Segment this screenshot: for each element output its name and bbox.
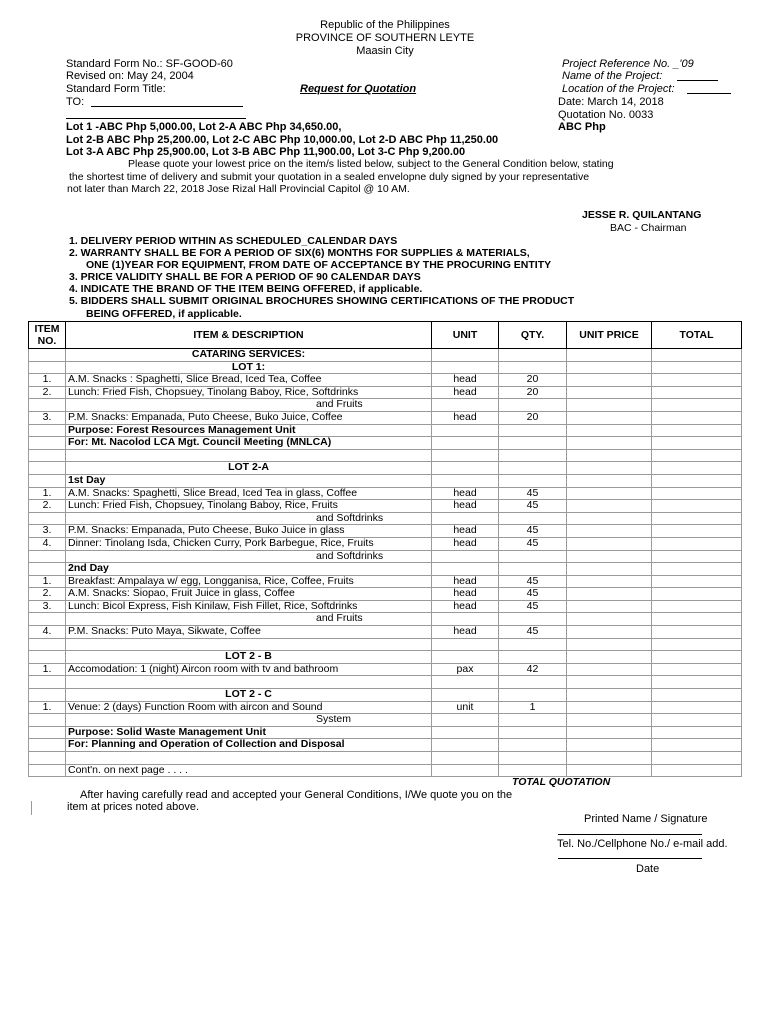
date: Date: March 14, 2018: [558, 96, 664, 108]
total-cell: [652, 361, 742, 374]
item-desc-cell: Breakfast: Ampalaya w/ egg, Longganisa, Rice, Coffee, Fruits: [66, 575, 432, 588]
unit-cell: [432, 726, 499, 739]
unit-price-cell: [567, 739, 652, 752]
qty-cell: [499, 726, 567, 739]
item-no-cell: [29, 462, 66, 475]
total-cell: [652, 575, 742, 588]
qty-cell: 20: [499, 374, 567, 387]
quotation-table: [28, 321, 742, 777]
item-desc-cell: LOT 2 - B: [66, 651, 432, 664]
item-desc-cell: A.M. Snacks : Spaghetti, Slice Bread, Iced Tea, Coffee: [66, 374, 432, 387]
unit-price-cell: [567, 626, 652, 639]
table-row: [29, 563, 742, 576]
qty-cell: [499, 676, 567, 689]
project-reference: Project Reference No. _'09: [562, 58, 694, 70]
total-cell: [652, 689, 742, 702]
project-location-label: Location of the Project:: [562, 83, 675, 95]
intro-line-1: Please quote your lowest price on the item/s listed below, subject to the General Condition below, stating: [128, 158, 614, 170]
unit-price-cell: [567, 386, 652, 399]
unit-cell: [432, 739, 499, 752]
unit-cell: [432, 563, 499, 576]
item-desc-cell: [66, 752, 432, 765]
table-row: [29, 701, 742, 714]
table-row: [29, 500, 742, 513]
item-no-cell: [29, 399, 66, 412]
table-row: [29, 437, 742, 450]
unit-price-cell: [567, 563, 652, 576]
standard-form-title: Standard Form Title:: [66, 83, 166, 95]
item-desc-cell: Lunch: Bicol Express, Fish Kinilaw, Fish Fillet, Rice, Softdrinks: [66, 600, 432, 613]
table-row: [29, 651, 742, 664]
document-title: Request for Quotation: [300, 83, 417, 95]
unit-price-cell: [567, 714, 652, 727]
unit-cell: head: [432, 537, 499, 550]
item-no-cell: [29, 739, 66, 752]
lots-line-1: Lot 1 -ABC Php 5,000.00, Lot 2-A ABC Php 34,650.00,: [66, 121, 342, 133]
unit-cell: [432, 462, 499, 475]
qty-cell: 45: [499, 487, 567, 500]
total-cell: [652, 487, 742, 500]
item-no-cell: [29, 613, 66, 626]
item-desc-cell: Purpose: Solid Waste Management Unit: [66, 726, 432, 739]
total-cell: [652, 663, 742, 676]
qty-cell: 45: [499, 588, 567, 601]
condition-3: 3. PRICE VALIDITY SHALL BE FOR A PERIOD OF 90 CALENDAR DAYS: [69, 271, 421, 283]
table-row: [29, 512, 742, 525]
condition-1: 1. DELIVERY PERIOD WITHIN AS SCHEDULED_CALENDAR DAYS: [69, 235, 398, 247]
total-cell: [652, 739, 742, 752]
table-row: [29, 374, 742, 387]
printed-name-label: Printed Name / Signature: [584, 813, 708, 825]
unit-cell: [432, 689, 499, 702]
qty-cell: [499, 752, 567, 765]
unit-cell: unit: [432, 701, 499, 714]
republic-header: Republic of the Philippines: [320, 19, 450, 31]
qty-cell: 45: [499, 525, 567, 538]
total-cell: [652, 525, 742, 538]
item-desc-cell: Dinner: Tinolang Isda, Chicken Curry, Pork Barbegue, Rice, Fruits: [66, 537, 432, 550]
intro-line-3: not later than March 22, 2018 Jose Rizal Hall Provincial Capitol @ 10 AM.: [67, 183, 410, 195]
table-row: [29, 588, 742, 601]
item-desc-cell: P.M. Snacks: Empanada, Puto Cheese, Buko Juice, Coffee: [66, 411, 432, 424]
unit-price-cell: [567, 525, 652, 538]
unit-price-cell: [567, 424, 652, 437]
qty-cell: [499, 349, 567, 362]
qty-cell: [499, 399, 567, 412]
qty-cell: 1: [499, 701, 567, 714]
qty-cell: [499, 563, 567, 576]
table-row: [29, 689, 742, 702]
qty-cell: [499, 512, 567, 525]
item-no-cell: [29, 424, 66, 437]
qty-cell: 45: [499, 500, 567, 513]
total-cell: [652, 626, 742, 639]
table-row: [29, 752, 742, 765]
total-cell: [652, 714, 742, 727]
header-unit: UNIT: [432, 322, 499, 349]
unit-price-cell: [567, 638, 652, 651]
item-no-cell: [29, 689, 66, 702]
item-no-cell: 2.: [29, 588, 66, 601]
item-desc-cell: and Softdrinks: [66, 550, 432, 563]
qty-cell: 45: [499, 537, 567, 550]
item-no-cell: 1.: [29, 374, 66, 387]
qty-cell: [499, 714, 567, 727]
unit-cell: [432, 399, 499, 412]
unit-cell: [432, 349, 499, 362]
total-cell: [652, 512, 742, 525]
qty-cell: [499, 689, 567, 702]
item-no-cell: 1.: [29, 575, 66, 588]
total-cell: [652, 424, 742, 437]
table-header-row: [29, 322, 742, 349]
unit-price-cell: [567, 588, 652, 601]
unit-cell: [432, 424, 499, 437]
item-desc-cell: P.M. Snacks: Empanada, Puto Cheese, Buko Juice in glass: [66, 525, 432, 538]
total-cell: [652, 449, 742, 462]
qty-cell: 20: [499, 386, 567, 399]
total-cell: [652, 386, 742, 399]
item-no-cell: 4.: [29, 537, 66, 550]
item-desc-cell: Lunch: Fried Fish, Chopsuey, Tinolang Baboy, Rice, Fruits: [66, 500, 432, 513]
item-no-cell: [29, 361, 66, 374]
item-no-cell: [29, 752, 66, 765]
project-name-blank: [677, 80, 718, 81]
qty-cell: 20: [499, 411, 567, 424]
unit-cell: head: [432, 626, 499, 639]
table-row: [29, 739, 742, 752]
table-row: [29, 726, 742, 739]
table-row: [29, 626, 742, 639]
unit-cell: pax: [432, 663, 499, 676]
total-cell: [652, 374, 742, 387]
qty-cell: [499, 424, 567, 437]
item-desc-cell: P.M. Snacks: Puto Maya, Sikwate, Coffee: [66, 626, 432, 639]
item-desc-cell: [66, 638, 432, 651]
item-desc-cell: CATARING SERVICES:: [66, 349, 432, 362]
unit-price-cell: [567, 437, 652, 450]
table-row: [29, 764, 742, 777]
unit-price-cell: [567, 537, 652, 550]
table-row: [29, 525, 742, 538]
condition-2-cont: ONE (1)YEAR FOR EQUIPMENT, FROM DATE OF ACCEPTANCE BY THE PROCURING ENTITY: [86, 259, 552, 271]
header-total: TOTAL: [652, 322, 742, 349]
item-desc-cell: Purpose: Forest Resources Management Unit: [66, 424, 432, 437]
item-no-cell: [29, 437, 66, 450]
margin-mark: [31, 801, 32, 815]
total-cell: [652, 411, 742, 424]
header-unit-price: UNIT PRICE: [567, 322, 652, 349]
total-cell: [652, 600, 742, 613]
condition-4: 4. INDICATE THE BRAND OF THE ITEM BEING OFFERED, if applicable.: [69, 283, 423, 295]
item-desc-cell: Cont'n. on next page . . . .: [66, 764, 432, 777]
total-cell: [652, 764, 742, 777]
unit-price-cell: [567, 663, 652, 676]
total-cell: [652, 701, 742, 714]
item-desc-cell: 2nd Day: [66, 563, 432, 576]
qty-cell: [499, 462, 567, 475]
total-cell: [652, 349, 742, 362]
item-desc-cell: Lunch: Fried Fish, Chopsuey, Tinolang Baboy, Rice, Softdrinks: [66, 386, 432, 399]
item-no-cell: [29, 563, 66, 576]
qty-cell: 45: [499, 600, 567, 613]
header-item-desc: ITEM & DESCRIPTION: [66, 322, 432, 349]
contact-label: Tel. No./Cellphone No./ e-mail add.: [557, 838, 728, 850]
total-cell: [652, 399, 742, 412]
item-desc-cell: Venue: 2 (days) Function Room with aircon and Sound: [66, 701, 432, 714]
abc-php: ABC Php: [558, 121, 606, 133]
unit-price-cell: [567, 676, 652, 689]
total-cell: [652, 563, 742, 576]
item-no-cell: 1.: [29, 701, 66, 714]
qty-cell: [499, 739, 567, 752]
table-row: [29, 676, 742, 689]
item-no-cell: 4.: [29, 626, 66, 639]
item-no-cell: [29, 714, 66, 727]
item-desc-cell: Accomodation: 1 (night) Aircon room with tv and bathroom: [66, 663, 432, 676]
qty-cell: 45: [499, 575, 567, 588]
item-desc-cell: A.M. Snacks: Siopao, Fruit Juice in glass, Coffee: [66, 588, 432, 601]
form-underline: [66, 118, 246, 119]
total-cell: [652, 474, 742, 487]
city-header: Maasin City: [356, 45, 414, 57]
item-no-cell: [29, 550, 66, 563]
unit-price-cell: [567, 512, 652, 525]
item-no-cell: 3.: [29, 411, 66, 424]
item-desc-cell: A.M. Snacks: Spaghetti, Slice Bread, Iced Tea in glass, Coffee: [66, 487, 432, 500]
unit-price-cell: [567, 550, 652, 563]
acceptance-line-2: item at prices noted above.: [67, 801, 200, 813]
item-no-cell: [29, 651, 66, 664]
intro-line-2: the shortest time of delivery and submit your quotation in a sealed envelopne duly signed by your representative: [69, 171, 590, 183]
qty-cell: [499, 474, 567, 487]
table-row: [29, 349, 742, 362]
item-no-cell: 2.: [29, 500, 66, 513]
signatory-title: BAC - Chairman: [610, 222, 687, 234]
qty-cell: 45: [499, 626, 567, 639]
unit-cell: [432, 651, 499, 664]
table-row: [29, 613, 742, 626]
table-row: [29, 714, 742, 727]
unit-price-cell: [567, 701, 652, 714]
unit-cell: head: [432, 575, 499, 588]
total-cell: [652, 651, 742, 664]
header-item-no: ITEM NO.: [29, 322, 66, 349]
unit-price-cell: [567, 600, 652, 613]
unit-cell: [432, 361, 499, 374]
table-row: [29, 487, 742, 500]
table-row: [29, 462, 742, 475]
revised-on: Revised on: May 24, 2004: [66, 70, 194, 82]
unit-cell: [432, 474, 499, 487]
item-desc-cell: For: Mt. Nacolod LCA Mgt. Council Meeting (MNLCA): [66, 437, 432, 450]
total-cell: [652, 500, 742, 513]
table-row: [29, 411, 742, 424]
item-desc-cell: and Fruits: [66, 613, 432, 626]
item-no-cell: 3.: [29, 525, 66, 538]
unit-cell: [432, 512, 499, 525]
unit-price-cell: [567, 764, 652, 777]
unit-cell: [432, 613, 499, 626]
unit-cell: [432, 752, 499, 765]
total-cell: [652, 462, 742, 475]
qty-cell: [499, 550, 567, 563]
to-label: TO:: [66, 96, 85, 108]
item-no-cell: [29, 349, 66, 362]
unit-price-cell: [567, 374, 652, 387]
header-qty: QTY.: [499, 322, 567, 349]
unit-price-cell: [567, 487, 652, 500]
table-row: [29, 399, 742, 412]
table-row: [29, 386, 742, 399]
table-row: [29, 638, 742, 651]
qty-cell: [499, 613, 567, 626]
unit-price-cell: [567, 726, 652, 739]
lots-line-2: Lot 2-B ABC Php 25,200.00, Lot 2-C ABC Php 10,000.00, Lot 2-D ABC Php 11,250.00: [66, 134, 499, 146]
total-cell: [652, 613, 742, 626]
unit-price-cell: [567, 411, 652, 424]
item-desc-cell: LOT 1:: [66, 361, 432, 374]
province-header: PROVINCE OF SOUTHERN LEYTE: [295, 32, 475, 44]
table-row: [29, 600, 742, 613]
item-no-cell: [29, 676, 66, 689]
date-underline: [558, 858, 702, 859]
item-desc-cell: System: [66, 714, 432, 727]
total-cell: [652, 726, 742, 739]
unit-price-cell: [567, 361, 652, 374]
to-underline: [91, 106, 243, 107]
item-desc-cell: and Softdrinks: [66, 512, 432, 525]
item-desc-cell: 1st Day: [66, 474, 432, 487]
unit-price-cell: [567, 752, 652, 765]
unit-price-cell: [567, 689, 652, 702]
unit-price-cell: [567, 575, 652, 588]
unit-cell: [432, 764, 499, 777]
condition-2: 2. WARRANTY SHALL BE FOR A PERIOD OF SIX(6) MONTHS FOR SUPPLIES & MATERIALS,: [69, 247, 530, 259]
unit-cell: head: [432, 500, 499, 513]
unit-price-cell: [567, 500, 652, 513]
unit-cell: [432, 449, 499, 462]
unit-cell: head: [432, 525, 499, 538]
unit-cell: head: [432, 487, 499, 500]
item-no-cell: 1.: [29, 663, 66, 676]
item-no-cell: [29, 512, 66, 525]
item-desc-cell: LOT 2-A: [66, 462, 432, 475]
unit-cell: head: [432, 374, 499, 387]
item-desc-cell: For: Planning and Operation of Collection and Disposal: [66, 739, 432, 752]
unit-cell: [432, 638, 499, 651]
unit-cell: head: [432, 411, 499, 424]
unit-price-cell: [567, 462, 652, 475]
unit-cell: head: [432, 600, 499, 613]
item-no-cell: [29, 638, 66, 651]
item-desc-cell: LOT 2 - C: [66, 689, 432, 702]
qty-cell: [499, 361, 567, 374]
qty-cell: [499, 651, 567, 664]
item-no-cell: [29, 764, 66, 777]
unit-price-cell: [567, 651, 652, 664]
unit-cell: [432, 437, 499, 450]
condition-5: 5. BIDDERS SHALL SUBMIT ORIGINAL BROCHURES SHOWING CERTIFICATIONS OF THE PRODUCT: [69, 295, 575, 307]
total-cell: [652, 537, 742, 550]
table-row: [29, 361, 742, 374]
qty-cell: [499, 764, 567, 777]
table-row: [29, 537, 742, 550]
unit-cell: head: [432, 588, 499, 601]
total-cell: [652, 588, 742, 601]
quotation-no: Quotation No. 0033: [558, 109, 654, 121]
table-row: [29, 550, 742, 563]
table-row: [29, 663, 742, 676]
item-desc-cell: and Fruits: [66, 399, 432, 412]
total-cell: [652, 638, 742, 651]
item-no-cell: [29, 449, 66, 462]
unit-price-cell: [567, 399, 652, 412]
total-quotation-label: TOTAL QUOTATION: [512, 776, 611, 788]
item-no-cell: 3.: [29, 600, 66, 613]
qty-cell: [499, 449, 567, 462]
unit-price-cell: [567, 474, 652, 487]
unit-cell: [432, 676, 499, 689]
table-row: [29, 575, 742, 588]
item-desc-cell: [66, 676, 432, 689]
table-row: [29, 449, 742, 462]
qty-cell: 42: [499, 663, 567, 676]
total-cell: [652, 752, 742, 765]
unit-cell: [432, 714, 499, 727]
item-no-cell: [29, 726, 66, 739]
unit-cell: [432, 550, 499, 563]
total-cell: [652, 550, 742, 563]
acceptance-line-1: After having carefully read and accepted your General Conditions, I/We quote you on the: [80, 789, 513, 801]
item-no-cell: [29, 474, 66, 487]
qty-cell: [499, 437, 567, 450]
total-cell: [652, 437, 742, 450]
qty-cell: [499, 638, 567, 651]
unit-price-cell: [567, 613, 652, 626]
date-label: Date: [636, 863, 660, 875]
unit-price-cell: [567, 449, 652, 462]
total-cell: [652, 676, 742, 689]
item-desc-cell: [66, 449, 432, 462]
unit-price-cell: [567, 349, 652, 362]
lots-line-3: Lot 3-A ABC Php 25,900.00, Lot 3-B ABC Php 11,900.00, Lot 3-C Php 9,200.00: [66, 146, 466, 158]
contact-underline: [558, 834, 702, 835]
condition-5-cont: BEING OFFERED, if applicable.: [86, 308, 242, 320]
unit-cell: head: [432, 386, 499, 399]
table-row: [29, 424, 742, 437]
signatory-name: JESSE R. QUILANTANG: [582, 209, 702, 221]
table-row: [29, 474, 742, 487]
item-no-cell: 1.: [29, 487, 66, 500]
project-location-blank: [687, 93, 731, 94]
standard-form-no: Standard Form No.: SF-GOOD-60: [66, 58, 233, 70]
item-no-cell: 2.: [29, 386, 66, 399]
project-name-label: Name of the Project:: [562, 70, 663, 82]
